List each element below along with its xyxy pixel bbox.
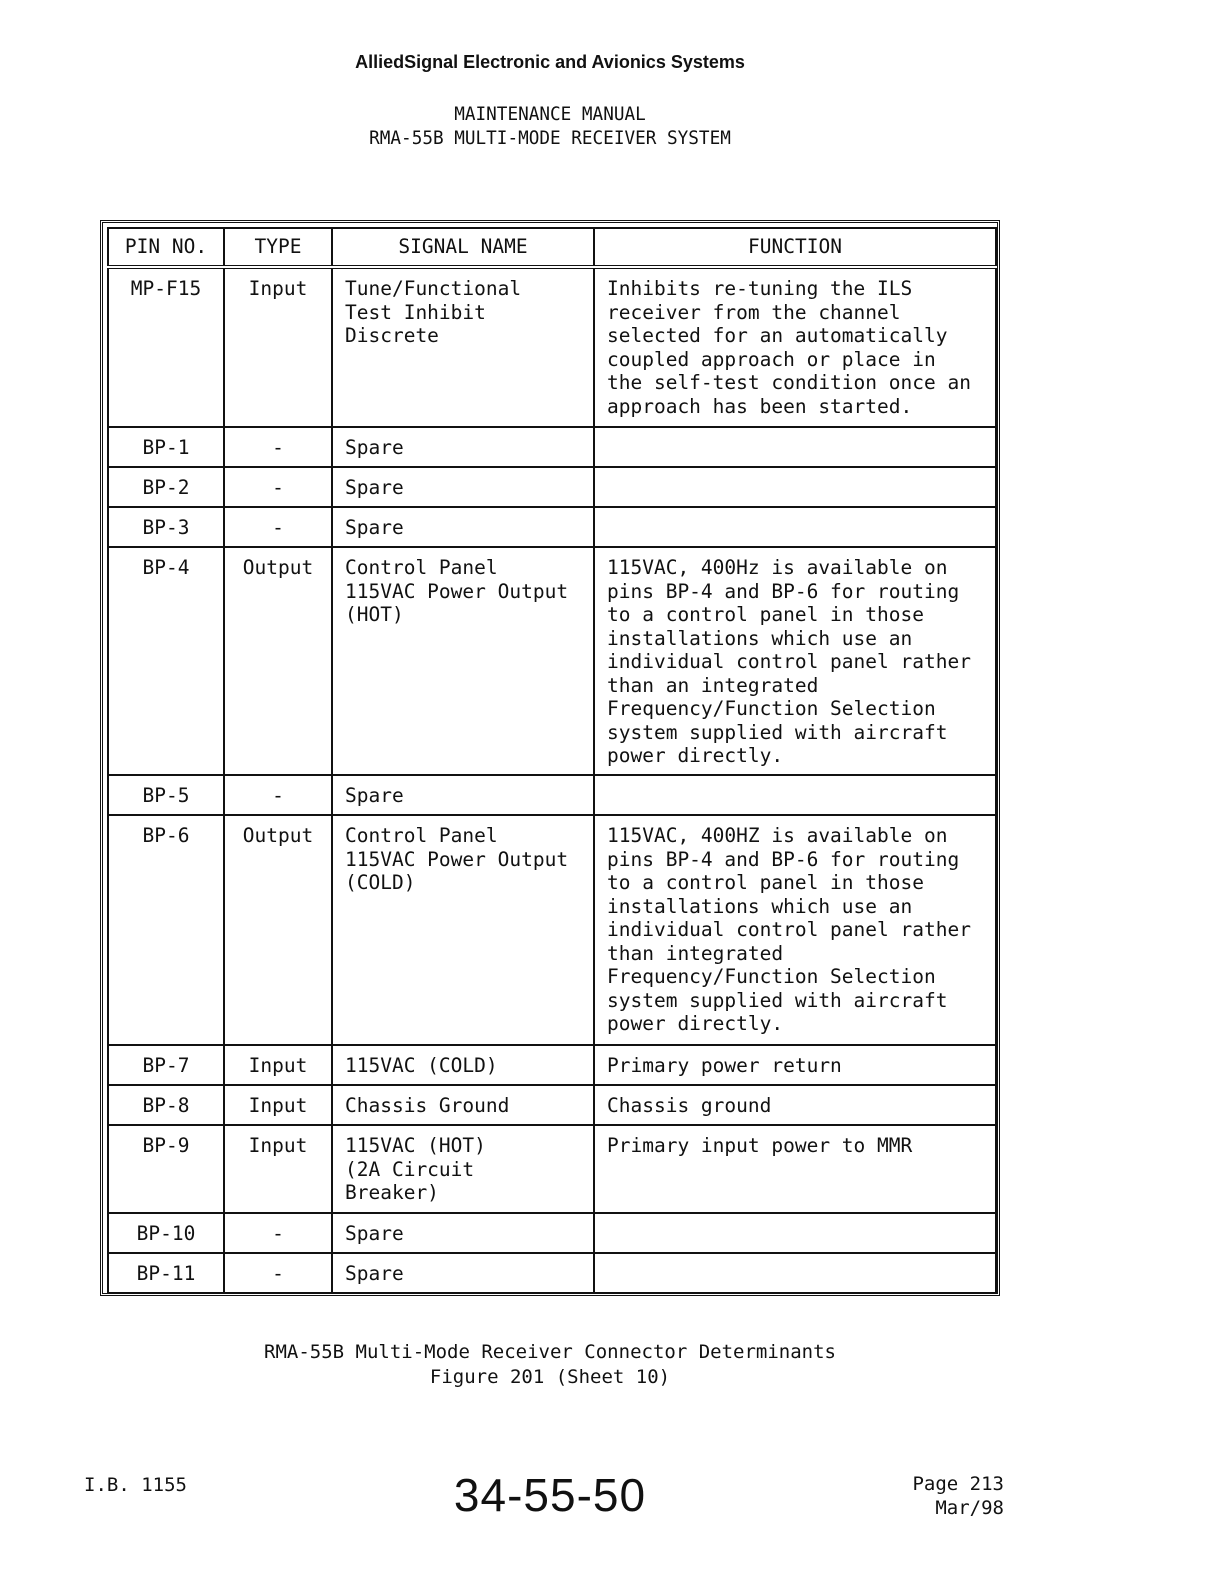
signal-cell: Spare [332, 775, 594, 815]
type-cell: Input [224, 1125, 332, 1213]
type-cell: - [224, 427, 332, 467]
function-cell: Primary power return [594, 1045, 996, 1085]
type-cell: Output [224, 815, 332, 1045]
manual-title-line1: MAINTENANCE MANUAL [454, 103, 646, 125]
ib-number: I.B. 1155 [84, 1474, 187, 1496]
table-row [108, 1045, 996, 1085]
function-cell: Primary input power to MMR [594, 1125, 996, 1213]
signal-cell: 115VAC (HOT) (2A Circuit Breaker) [332, 1125, 594, 1213]
signal-cell: Spare [332, 427, 594, 467]
chapter-number: 34-55-50 [453, 1469, 647, 1521]
function-cell [594, 775, 996, 815]
table-row [108, 775, 996, 815]
table-row [108, 1125, 996, 1213]
caption-title: RMA-55B Multi-Mode Receiver Connector Determinants [264, 1341, 836, 1363]
type-cell: Output [224, 547, 332, 775]
signal-cell: Tune/Functional Test Inhibit Discrete [332, 267, 594, 427]
type-cell: Input [224, 1045, 332, 1085]
connector-table [107, 227, 997, 1294]
signal-cell: Spare [332, 1253, 594, 1293]
table-row [108, 547, 996, 775]
header-pin-no: PIN NO. [108, 228, 224, 267]
signal-cell: Control Panel 115VAC Power Output (HOT) [332, 547, 594, 775]
pin-cell: BP-2 [108, 467, 224, 507]
page-info [880, 1472, 1004, 1520]
signal-cell: 115VAC (COLD) [332, 1045, 594, 1085]
table-row [108, 1085, 996, 1125]
table-row [108, 427, 996, 467]
signal-cell: Control Panel 115VAC Power Output (COLD) [332, 815, 594, 1045]
function-cell [594, 1253, 996, 1293]
pin-cell: BP-7 [108, 1045, 224, 1085]
type-cell: - [224, 1253, 332, 1293]
function-cell: Chassis ground [594, 1085, 996, 1125]
pin-cell: BP-5 [108, 775, 224, 815]
table-row [108, 507, 996, 547]
pin-cell: BP-9 [108, 1125, 224, 1213]
function-cell: 115VAC, 400HZ is available on pins BP-4 and BP-6 for routing to a control panel in those installations which use an individual control panel rather than integrated Frequency/Function Selection system supplied with aircraft power directly. [594, 815, 996, 1045]
pin-cell: BP-6 [108, 815, 224, 1045]
pin-cell: MP-F15 [108, 267, 224, 427]
pin-cell: BP-4 [108, 547, 224, 775]
page-number: Page 213 [912, 1473, 1004, 1495]
pin-cell: BP-11 [108, 1253, 224, 1293]
type-cell: - [224, 1213, 332, 1253]
revision-date: Mar/98 [935, 1497, 1004, 1519]
function-cell [594, 467, 996, 507]
table-row [108, 267, 996, 427]
function-cell: 115VAC, 400Hz is available on pins BP-4 and BP-6 for routing to a control panel in those installations which use an individual control panel rather than an integrated Frequency/Function Selection system supplied with aircraft power directly. [594, 547, 996, 775]
header-function: FUNCTION [594, 228, 996, 267]
type-cell: - [224, 507, 332, 547]
type-cell: Input [224, 267, 332, 427]
pin-cell: BP-3 [108, 507, 224, 547]
pin-cell: BP-1 [108, 427, 224, 467]
table-row [108, 1253, 996, 1293]
caption-figure-number: Figure 201 (Sheet 10) [429, 1366, 671, 1388]
signal-cell: Spare [332, 1213, 594, 1253]
pin-cell: BP-8 [108, 1085, 224, 1125]
type-cell: - [224, 467, 332, 507]
manual-title-line2: RMA-55B MULTI-MODE RECEIVER SYSTEM [369, 127, 731, 149]
type-cell: Input [224, 1085, 332, 1125]
function-cell: Inhibits re-tuning the ILS receiver from the channel selected for an automatically coupled approach or place in the self-test condition once an approach has been started. [594, 267, 996, 427]
company-name: AlliedSignal Electronic and Avionics Systems [355, 52, 745, 72]
table-row [108, 467, 996, 507]
signal-cell: Chassis Ground [332, 1085, 594, 1125]
connector-table-frame [100, 220, 1000, 1296]
signal-cell: Spare [332, 467, 594, 507]
header-signal-name: SIGNAL NAME [332, 228, 594, 267]
function-cell [594, 427, 996, 467]
figure-caption [0, 1340, 1100, 1390]
manual-title [39, 102, 1062, 150]
function-cell [594, 507, 996, 547]
function-cell [594, 1213, 996, 1253]
type-cell: - [224, 775, 332, 815]
table-row [108, 815, 996, 1045]
table-row [108, 1213, 996, 1253]
signal-cell: Spare [332, 507, 594, 547]
header-type: TYPE [224, 228, 332, 267]
pin-cell: BP-10 [108, 1213, 224, 1253]
table-header-row [108, 228, 996, 267]
